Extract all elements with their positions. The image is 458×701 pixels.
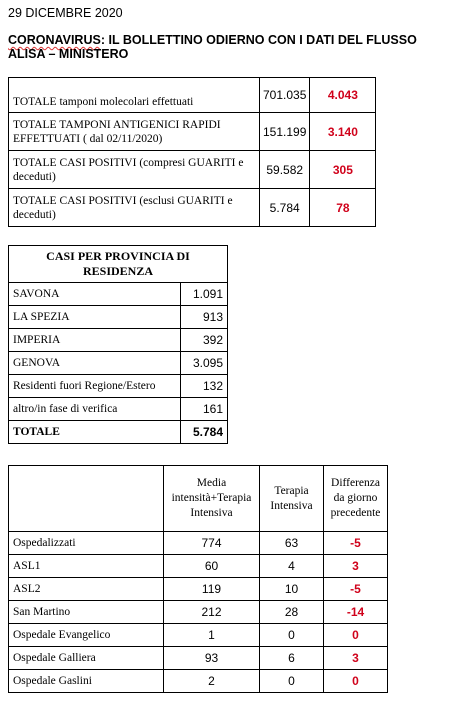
- hospital-media: 1: [164, 624, 260, 647]
- hospital-diff: -5: [324, 578, 388, 601]
- date-line: 29 DICEMBRE 2020: [8, 6, 123, 20]
- province-total-row: [9, 421, 228, 444]
- summary-label: TOTALE CASI POSITIVI (compresi GUARITI e deceduti): [9, 151, 260, 189]
- summary-value: 701.035: [260, 78, 310, 113]
- hospital-diff: 3: [324, 555, 388, 578]
- hospital-name: Ospedale Gaslini: [9, 670, 164, 693]
- hospital-row: [9, 532, 388, 555]
- province-row: [9, 306, 228, 329]
- headline-text: : IL BOLLETTINO ODIERNO CON I DATI DEL FLUSSO ALISA – MINISTERO: [8, 33, 417, 61]
- province-value: 3.095: [181, 352, 228, 375]
- hospital-media: 60: [164, 555, 260, 578]
- hospital-ti: 0: [260, 624, 324, 647]
- hospital-name: San Martino: [9, 601, 164, 624]
- hospital-name: ASL2: [9, 578, 164, 601]
- hospital-media: 212: [164, 601, 260, 624]
- summary-delta: 78: [310, 189, 376, 227]
- hospital-header-empty: [9, 466, 164, 532]
- hospital-row: [9, 601, 388, 624]
- province-header-row: [9, 246, 228, 283]
- hospital-row: [9, 555, 388, 578]
- hospital-media: 93: [164, 647, 260, 670]
- hospital-row: [9, 647, 388, 670]
- hospital-row: [9, 670, 388, 693]
- hospital-ti: 0: [260, 670, 324, 693]
- summary-label: TOTALE tamponi molecolari effettuati: [9, 78, 260, 113]
- hospital-name: ASL1: [9, 555, 164, 578]
- summary-label: TOTALE TAMPONI ANTIGENICI RAPIDI EFFETTUATI ( dal 02/11/2020): [9, 113, 260, 151]
- province-value: 161: [181, 398, 228, 421]
- summary-label: TOTALE CASI POSITIVI (esclusi GUARITI e deceduti): [9, 189, 260, 227]
- hospital-diff: 3: [324, 647, 388, 670]
- hospital-ti: 63: [260, 532, 324, 555]
- province-name: SAVONA: [9, 283, 181, 306]
- hospital-diff: -14: [324, 601, 388, 624]
- hospital-media: 119: [164, 578, 260, 601]
- hospital-header-row: [9, 466, 388, 532]
- province-name: altro/in fase di verifica: [9, 398, 181, 421]
- hospital-diff: -5: [324, 532, 388, 555]
- summary-row: [9, 151, 376, 189]
- hospital-row: [9, 624, 388, 647]
- hospital-media: 2: [164, 670, 260, 693]
- province-row: [9, 398, 228, 421]
- hospital-name: Ospedale Galliera: [9, 647, 164, 670]
- summary-row: [9, 113, 376, 151]
- hospital-header-media: Media intensità+Terapia Intensiva: [164, 466, 260, 532]
- hospital-diff: 0: [324, 624, 388, 647]
- headline-keyword: CORONAVIRUS: [8, 33, 101, 47]
- province-row: [9, 375, 228, 398]
- province-name: IMPERIA: [9, 329, 181, 352]
- summary-row: [9, 189, 376, 227]
- summary-table: [8, 77, 376, 227]
- province-table: [8, 245, 228, 444]
- province-value: 1.091: [181, 283, 228, 306]
- hospital-name: Ospedalizzati: [9, 532, 164, 555]
- hospital-ti: 4: [260, 555, 324, 578]
- province-total-value: 5.784: [181, 421, 228, 444]
- province-row: [9, 283, 228, 306]
- province-name: Residenti fuori Regione/Estero: [9, 375, 181, 398]
- province-value: 913: [181, 306, 228, 329]
- hospital-row: [9, 578, 388, 601]
- summary-value: 151.199: [260, 113, 310, 151]
- summary-row: [9, 78, 376, 113]
- summary-delta: 4.043: [310, 78, 376, 113]
- hospital-ti: 6: [260, 647, 324, 670]
- province-total-label: TOTALE: [9, 421, 181, 444]
- province-value: 392: [181, 329, 228, 352]
- hospital-header-ti: Terapia Intensiva: [260, 466, 324, 532]
- province-table-title: CASI PER PROVINCIA DI RESIDENZA: [9, 246, 228, 283]
- province-value: 132: [181, 375, 228, 398]
- summary-delta: 305: [310, 151, 376, 189]
- summary-value: 5.784: [260, 189, 310, 227]
- hospital-header-diff: Differenza da giorno precedente: [324, 466, 388, 532]
- hospital-name: Ospedale Evangelico: [9, 624, 164, 647]
- summary-value: 59.582: [260, 151, 310, 189]
- province-row: [9, 329, 228, 352]
- headline: [8, 33, 454, 61]
- hospital-diff: 0: [324, 670, 388, 693]
- province-name: LA SPEZIA: [9, 306, 181, 329]
- province-row: [9, 352, 228, 375]
- summary-delta: 3.140: [310, 113, 376, 151]
- hospital-media: 774: [164, 532, 260, 555]
- hospital-ti: 10: [260, 578, 324, 601]
- hospital-ti: 28: [260, 601, 324, 624]
- hospital-table: [8, 465, 388, 693]
- province-name: GENOVA: [9, 352, 181, 375]
